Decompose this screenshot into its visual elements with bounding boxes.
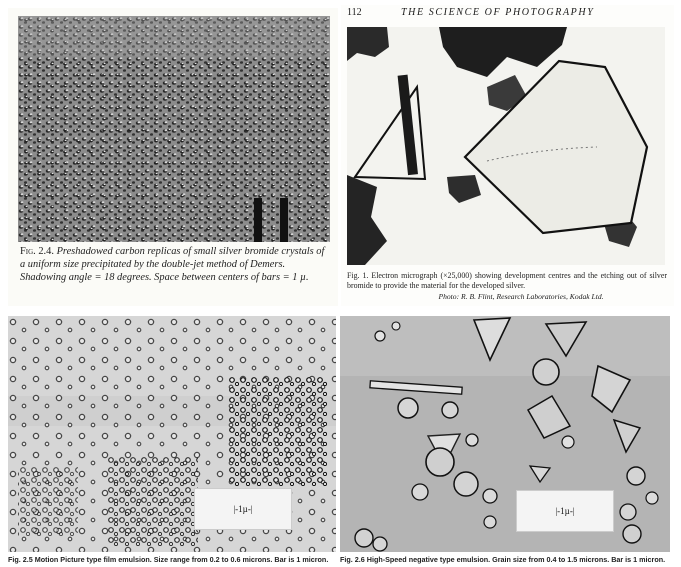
- figure-2-5-panel: [8, 316, 336, 567]
- figure-1-panel: [341, 5, 674, 306]
- figure-1-text: Fig. 1. Electron micrograph (×25,000) showing development centres and the etching out of silver bromide to provide the material for the developed silver.: [347, 271, 667, 290]
- figure-2-6-micrograph: [340, 316, 670, 552]
- figure-2-5-scale-label: |-1µ-|: [233, 504, 253, 514]
- figure-1-micrograph: [347, 27, 665, 265]
- figure-2-6-caption: Fig. 2.6 High-Speed negative type emulsion. Grain size from 0.4 to 1.5 microns. Bar is 1 micron.: [340, 555, 666, 564]
- scale-bar-left: [254, 198, 262, 242]
- running-header: THE SCIENCE OF PHOTOGRAPHY: [401, 7, 595, 18]
- figure-1-caption: [347, 271, 667, 291]
- carbon-replica-texture: [18, 16, 330, 242]
- figure-2-4-micrograph: [18, 16, 330, 242]
- figure-2-5-caption: Fig. 2.5 Motion Picture type film emulsion. Size range from 0.2 to 0.6 microns. Bar is 1 micron.: [8, 555, 329, 564]
- scale-bar-right: [280, 198, 288, 242]
- figure-2-4-panel: [8, 8, 338, 306]
- figure-2-6-panel: [340, 316, 674, 567]
- figure-2-6-scale-bar: [516, 490, 614, 532]
- figure-2-4-caption: [20, 246, 332, 284]
- figure-2-4-text: Preshadowed carbon replicas of small silver bromide crystals of a uniform size precipitated by the double-jet method of Demers. Shadowing angle = 18 degrees. Space between centers of bars = 1 µ.: [20, 246, 325, 283]
- high-speed-emulsion-grains: [340, 316, 670, 552]
- electron-micrograph: [347, 27, 665, 265]
- figure-2-4-label: Fig. 2.4.: [20, 246, 54, 257]
- page-number: 112: [347, 7, 362, 18]
- figure-2-6-scale-label: |-1µ-|: [555, 506, 575, 516]
- figure-2-5-scale-bar: [194, 488, 292, 530]
- figure-2-5-micrograph: [8, 316, 336, 552]
- photo-credit: Photo: R. B. Flint, Research Laboratories, Kodak Ltd.: [438, 292, 604, 301]
